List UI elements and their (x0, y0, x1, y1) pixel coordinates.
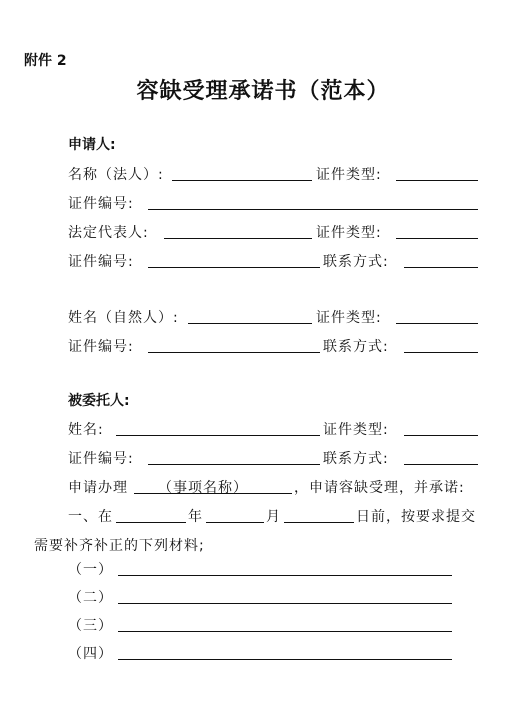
materials-continuation: 需要补齐补正的下列材料; (34, 538, 205, 554)
legal-rep-id-type-label: 证件类型: (316, 225, 382, 241)
legal-rep-contact-label: 联系方式: (323, 254, 389, 270)
legal-rep-id-number-label: 证件编号: (68, 254, 134, 270)
natural-contact-field[interactable] (404, 352, 478, 353)
agent-contact-label: 联系方式: (323, 451, 389, 467)
apply-prefix: 申请办理 (68, 480, 128, 496)
item-name-placeholder: （事项名称） (158, 480, 248, 496)
date-suffix: 日前，按要求提交 (356, 509, 476, 525)
id-number-field[interactable] (148, 209, 478, 210)
id-number-label: 证件编号: (68, 196, 134, 212)
attachment-label: 附件 2 (24, 53, 67, 69)
year-label: 年 (188, 509, 203, 525)
material-item-3-label: （三） (68, 618, 113, 634)
material-item-3-field[interactable] (118, 631, 452, 632)
agent-contact-field[interactable] (404, 464, 478, 465)
legal-name-field[interactable] (172, 180, 312, 181)
apply-suffix: ，申请容缺受理，并承诺: (294, 480, 465, 496)
legal-rep-label: 法定代表人: (68, 225, 149, 241)
material-item-4-label: （四） (68, 646, 113, 662)
natural-name-label: 姓名（自然人）: (68, 310, 179, 326)
agent-heading: 被委托人: (68, 393, 130, 409)
agent-id-type-label: 证件类型: (323, 422, 389, 438)
legal-name-label: 名称（法人）: (68, 167, 164, 183)
agent-id-type-field[interactable] (404, 435, 478, 436)
legal-rep-field[interactable] (164, 238, 312, 239)
legal-rep-id-number-field[interactable] (148, 267, 320, 268)
natural-id-type-field[interactable] (396, 323, 478, 324)
natural-id-type-label: 证件类型: (316, 310, 382, 326)
applicant-heading: 申请人: (68, 137, 116, 153)
agent-name-field[interactable] (116, 435, 320, 436)
month-field[interactable] (206, 522, 264, 523)
material-item-2-label: （二） (68, 590, 113, 606)
material-item-2-field[interactable] (118, 603, 452, 604)
id-type-field[interactable] (396, 180, 478, 181)
natural-contact-label: 联系方式: (323, 339, 389, 355)
id-type-label: 证件类型: (316, 167, 382, 183)
material-item-1-label: （一） (68, 562, 113, 578)
agent-id-number-field[interactable] (148, 464, 320, 465)
natural-id-number-field[interactable] (148, 352, 320, 353)
agent-name-label: 姓名: (68, 422, 104, 438)
date-prefix: 一、在 (68, 509, 113, 525)
year-field[interactable] (116, 522, 186, 523)
document-title: 容缺受理承诺书（范本） (136, 78, 390, 104)
material-item-4-field[interactable] (118, 659, 452, 660)
natural-id-number-label: 证件编号: (68, 339, 134, 355)
day-field[interactable] (284, 522, 354, 523)
natural-name-field[interactable] (188, 323, 312, 324)
legal-rep-id-type-field[interactable] (396, 238, 478, 239)
month-label: 月 (266, 509, 281, 525)
legal-rep-contact-field[interactable] (404, 267, 478, 268)
material-item-1-field[interactable] (118, 575, 452, 576)
agent-id-number-label: 证件编号: (68, 451, 134, 467)
